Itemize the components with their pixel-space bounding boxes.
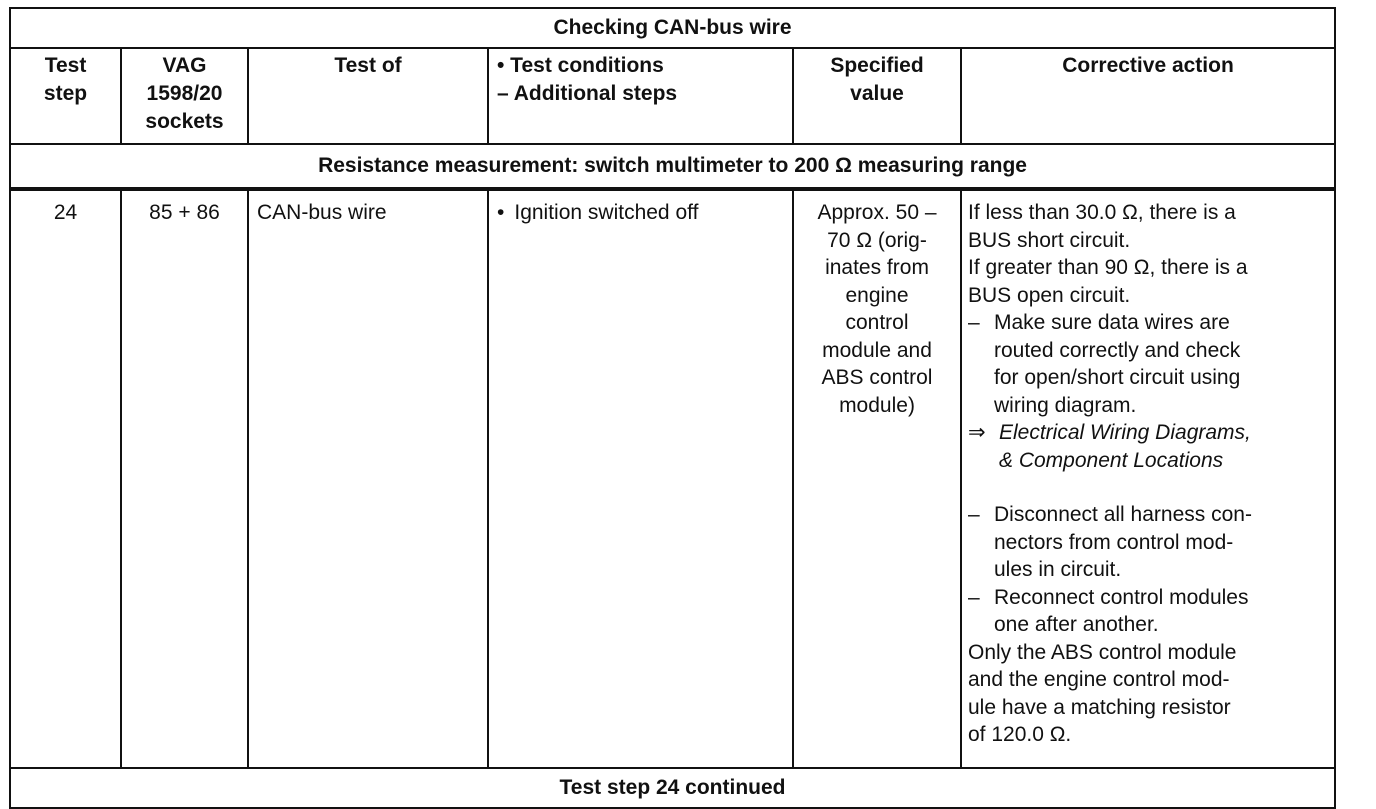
header-vag-line: sockets	[145, 110, 224, 133]
spec-line: module)	[839, 393, 915, 417]
spacer	[968, 474, 1330, 501]
corrective-line: BUS open circuit.	[968, 283, 1131, 307]
section-heading: Resistance measurement: switch multimeter to 200 Ω measuring range	[10, 144, 1335, 189]
header-corrective-action: Corrective action	[961, 48, 1335, 144]
cell-corrective-action	[961, 189, 1335, 768]
header-vag-sockets	[121, 48, 248, 144]
corrective-line: of 120.0 Ω.	[968, 723, 1072, 746]
header-vag-line: VAG	[162, 54, 207, 77]
header-specified-line: value	[850, 82, 904, 105]
corrective-step-line: Disconnect all harness con-	[994, 503, 1252, 526]
header-test-step-line: step	[43, 82, 88, 105]
condition-text: Ignition switched off	[514, 201, 699, 224]
reference-line: & Component Locations	[999, 448, 1224, 472]
spec-line: inates from	[825, 256, 929, 279]
spec-line: module and	[822, 338, 932, 362]
corrective-line: ule have a matching resistor	[968, 695, 1231, 719]
spec-line: 70 Ω (orig-	[827, 228, 927, 252]
corrective-line: Only the ABS control module	[968, 640, 1237, 664]
header-specified-value	[793, 48, 961, 144]
spec-line: ABS control	[821, 366, 933, 389]
corrective-step	[968, 501, 1330, 584]
corrective-step-line: for open/short circuit using	[994, 366, 1241, 389]
cell-conditions	[488, 189, 793, 768]
corrective-line: and the engine control mod-	[968, 668, 1230, 691]
header-vag-line: 1598/20	[146, 82, 223, 105]
corrective-step-line: one after another.	[994, 613, 1159, 636]
header-specified-line: Specified	[830, 54, 924, 77]
wiring-diagram-reference	[968, 419, 1330, 474]
corrective-step-line: routed correctly and check	[994, 338, 1241, 362]
cell-specified-value	[793, 189, 961, 768]
corrective-step	[968, 584, 1330, 639]
corrective-line: If less than 30.0 Ω, there is a	[968, 201, 1236, 224]
dash-marker: –	[968, 503, 980, 526]
corrective-step-line: ules in circuit.	[994, 558, 1122, 581]
corrective-line: BUS short circuit.	[968, 228, 1131, 252]
condition-bullet: •	[497, 201, 505, 224]
dash-marker: –	[968, 311, 980, 334]
spec-line: control	[845, 311, 909, 334]
table-footer: Test step 24 continued	[10, 768, 1335, 808]
corrective-step-line: Make sure data wires are	[994, 311, 1230, 334]
corrective-line: If greater than 90 Ω, there is a	[968, 256, 1248, 279]
cell-test-of: CAN-bus wire	[248, 189, 488, 768]
header-conditions-line: • Test conditions	[497, 54, 664, 77]
corrective-step-line: Reconnect control modules	[994, 585, 1249, 609]
dash-marker: –	[968, 585, 980, 609]
header-conditions-line: – Additional steps	[497, 82, 678, 105]
table-title: Checking CAN-bus wire	[10, 8, 1335, 48]
spec-line: Approx. 50 –	[817, 201, 937, 224]
table-row	[10, 189, 1335, 768]
cell-test-step: 24	[10, 189, 121, 768]
right-arrow-icon: ⇒	[968, 421, 986, 444]
header-test-step-line: Test	[44, 54, 87, 77]
header-test-step	[10, 48, 121, 144]
can-bus-test-table	[9, 7, 1336, 809]
header-conditions	[488, 48, 793, 144]
cell-sockets: 85 + 86	[121, 189, 248, 768]
corrective-step-line: wiring diagram.	[994, 393, 1137, 417]
corrective-step	[968, 309, 1330, 419]
spec-line: engine	[845, 283, 909, 307]
corrective-step-line: nectors from control mod-	[994, 530, 1234, 554]
reference-line: Electrical Wiring Diagrams,	[999, 421, 1251, 444]
header-test-of: Test of	[248, 48, 488, 144]
